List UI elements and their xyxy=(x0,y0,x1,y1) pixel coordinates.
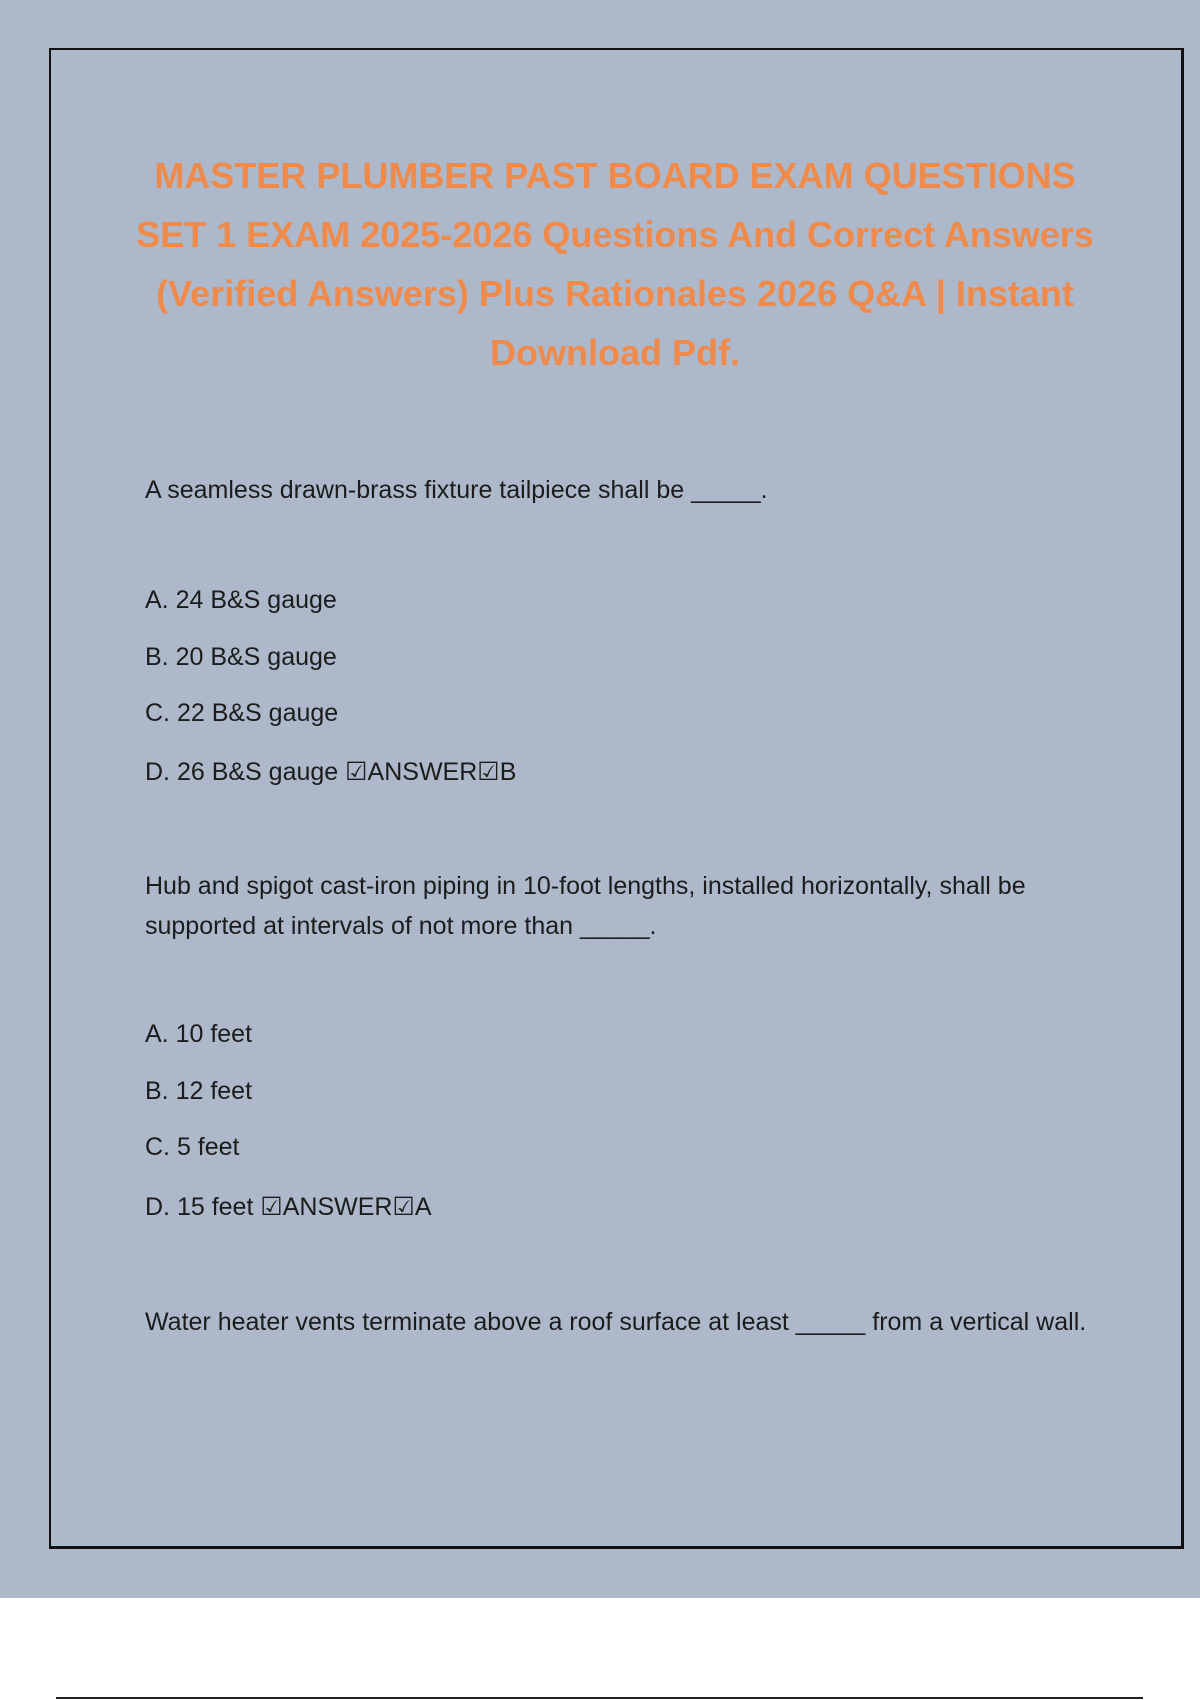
question-block-2 xyxy=(145,866,1105,1221)
footer-divider xyxy=(56,1697,1143,1699)
option-b: B. 20 B&S gauge xyxy=(145,643,337,671)
question-text: Hub and spigot cast-iron piping in 10-foot lengths, installed horizontally, shall be supported at intervals of not more than _____. xyxy=(145,872,1026,940)
question-block-1 xyxy=(145,470,1105,786)
option-b: B. 12 feet xyxy=(145,1077,253,1105)
option-a: A. 24 B&S gauge xyxy=(145,586,337,614)
question-text: Water heater vents terminate above a roof surface at least _____ from a vertical wall. xyxy=(145,1308,1087,1336)
option-d-with-answer: D. 26 B&S gauge ☑ANSWER☑B xyxy=(145,758,517,786)
document-title: MASTER PLUMBER PAST BOARD EXAM QUESTIONS SET 1 EXAM 2025-2026 Questions And Correct Answers (Verified Answers) Plus Rationales 2026 Q&A | Instant Download Pdf. xyxy=(136,155,1094,373)
option-c: C. 22 B&S gauge xyxy=(145,699,339,727)
option-c: C. 5 feet xyxy=(145,1133,240,1161)
question-block-3 xyxy=(145,1302,1105,1342)
option-a: A. 10 feet xyxy=(145,1020,253,1048)
option-d-with-answer: D. 15 feet ☑ANSWER☑A xyxy=(145,1193,432,1221)
question-text: A seamless drawn-brass fixture tailpiece shall be _____. xyxy=(145,476,768,504)
